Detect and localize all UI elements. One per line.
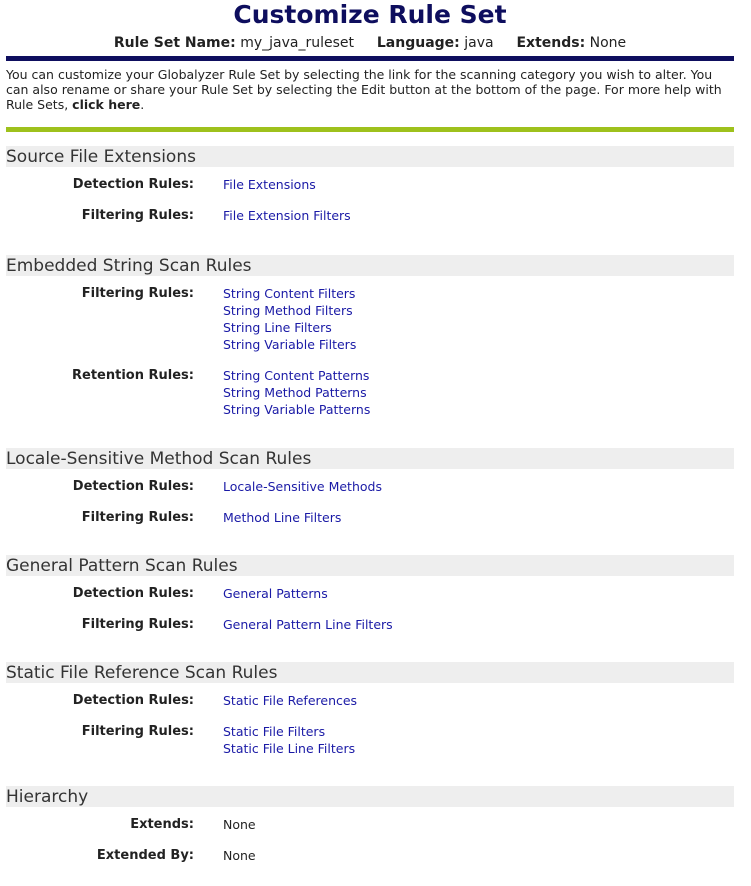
rule-link[interactable]: String Variable Patterns <box>223 402 371 417</box>
rule-set-meta <box>6 34 734 52</box>
rule-link[interactable]: General Patterns <box>223 586 328 601</box>
intro-text <box>6 67 734 112</box>
extends-label: Extends: <box>516 35 586 51</box>
section-title: Locale-Sensitive Method Scan Rules <box>6 448 734 469</box>
rule-link[interactable]: String Content Filters <box>223 286 356 301</box>
language-value: java <box>464 35 494 51</box>
rule-section <box>6 146 734 224</box>
rule-section <box>6 555 734 633</box>
rule-link[interactable]: String Line Filters <box>223 320 332 335</box>
extended-by-row <box>6 847 734 864</box>
extends-value: None <box>589 35 627 51</box>
help-link[interactable]: click here <box>72 97 141 112</box>
rule-row <box>6 176 734 193</box>
rule-link[interactable]: General Pattern Line Filters <box>223 617 393 632</box>
rule-row-label: Retention Rules: <box>72 368 194 383</box>
rule-row-label: Filtering Rules: <box>81 208 194 223</box>
rule-link[interactable]: String Method Filters <box>223 303 353 318</box>
rule-section <box>6 255 734 418</box>
extends-row-value: None <box>223 817 256 832</box>
rule-link[interactable]: String Content Patterns <box>223 368 370 383</box>
rule-row <box>6 509 734 526</box>
page-title: Customize Rule Set <box>233 0 507 29</box>
extended-by-value: None <box>223 848 256 863</box>
rule-sections <box>6 146 734 757</box>
rule-section <box>6 662 734 757</box>
section-title: Embedded String Scan Rules <box>6 255 734 276</box>
rule-set-name-value: my_java_ruleset <box>240 35 354 51</box>
rule-row-label: Filtering Rules: <box>81 724 194 739</box>
rule-row-label: Filtering Rules: <box>81 510 194 525</box>
rule-link[interactable]: Static File References <box>223 693 358 708</box>
rule-row-label: Filtering Rules: <box>81 617 194 632</box>
rule-row-label: Detection Rules: <box>72 586 194 601</box>
rule-section <box>6 448 734 526</box>
rule-link[interactable]: File Extensions <box>223 177 316 192</box>
rule-row <box>6 692 734 709</box>
section-title: Hierarchy <box>6 786 734 807</box>
rule-link[interactable]: String Variable Filters <box>223 337 357 352</box>
rule-row <box>6 285 734 353</box>
intro-end: . <box>140 97 145 112</box>
rule-row <box>6 585 734 602</box>
extended-by-label: Extended By: <box>96 848 194 863</box>
intro-body: You can customize your Globalyzer Rule Set by selecting the link for the scanning category you wish to alter. You can also rename or share your Rule Set by selecting the Edit button at the bottom of the page. For more help with Rule Sets, <box>6 67 722 112</box>
rule-row-label: Filtering Rules: <box>81 286 194 301</box>
hierarchy-section <box>6 786 734 864</box>
rule-row <box>6 723 734 757</box>
rule-link[interactable]: Method Line Filters <box>223 510 342 525</box>
rule-row-label: Detection Rules: <box>72 693 194 708</box>
section-title: Static File Reference Scan Rules <box>6 662 734 683</box>
section-title: General Pattern Scan Rules <box>6 555 734 576</box>
rule-row-label: Detection Rules: <box>72 177 194 192</box>
header-divider <box>6 56 734 61</box>
rule-link[interactable]: Static File Line Filters <box>223 741 356 756</box>
rule-link[interactable]: Locale-Sensitive Methods <box>223 479 382 494</box>
rule-link[interactable]: Static File Filters <box>223 724 326 739</box>
extends-row <box>6 816 734 833</box>
rule-row <box>6 616 734 633</box>
rule-set-name-label: Rule Set Name: <box>113 35 236 51</box>
extends-row-label: Extends: <box>130 817 194 832</box>
rule-row-label: Detection Rules: <box>72 479 194 494</box>
intro-divider <box>6 127 734 132</box>
section-title: Source File Extensions <box>6 146 734 167</box>
rule-row <box>6 367 734 418</box>
language-label: Language: <box>376 35 460 51</box>
rule-row <box>6 207 734 224</box>
rule-link[interactable]: String Method Patterns <box>223 385 367 400</box>
customize-rule-set-page <box>6 0 734 864</box>
rule-row <box>6 478 734 495</box>
rule-link[interactable]: File Extension Filters <box>223 208 351 223</box>
